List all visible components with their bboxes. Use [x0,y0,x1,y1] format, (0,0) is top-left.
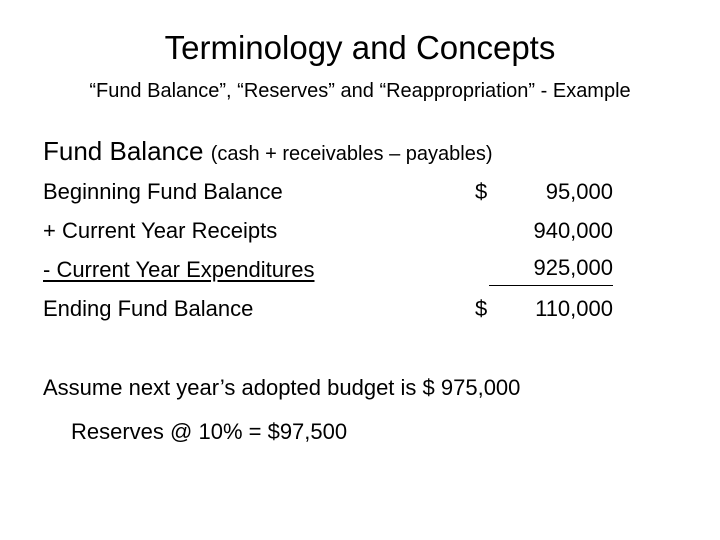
reserves-calculation: Reserves @ 10% = $97,500 [71,419,348,444]
table-row [43,211,623,250]
slide-title: Terminology and Concepts [164,29,556,66]
row-amount: 940,000 [533,218,613,243]
row-label: + Current Year Receipts [43,218,278,243]
section-heading-note: (cash + receivables – payables) [210,143,493,165]
section-heading [43,134,493,171]
row-currency: $ [475,296,488,321]
slide-subtitle: “Fund Balance”, “Reserves” and “Reappropriation” - Example [89,80,631,102]
budget-assumption: Assume next year’s adopted budget is $ 975,000 [43,375,521,400]
row-currency: $ [475,179,488,204]
table-row [43,172,623,211]
row-label: Ending Fund Balance [43,296,254,321]
row-amount: 110,000 [535,296,613,321]
row-amount: 925,000 [489,250,613,286]
table-row [43,250,623,289]
fund-balance-table [43,172,623,328]
section-heading-label: Fund Balance [43,136,204,166]
row-label: Beginning Fund Balance [43,179,283,204]
row-label: - Current Year Expenditures [43,257,315,282]
row-amount: 95,000 [545,179,613,204]
table-row [43,289,623,328]
